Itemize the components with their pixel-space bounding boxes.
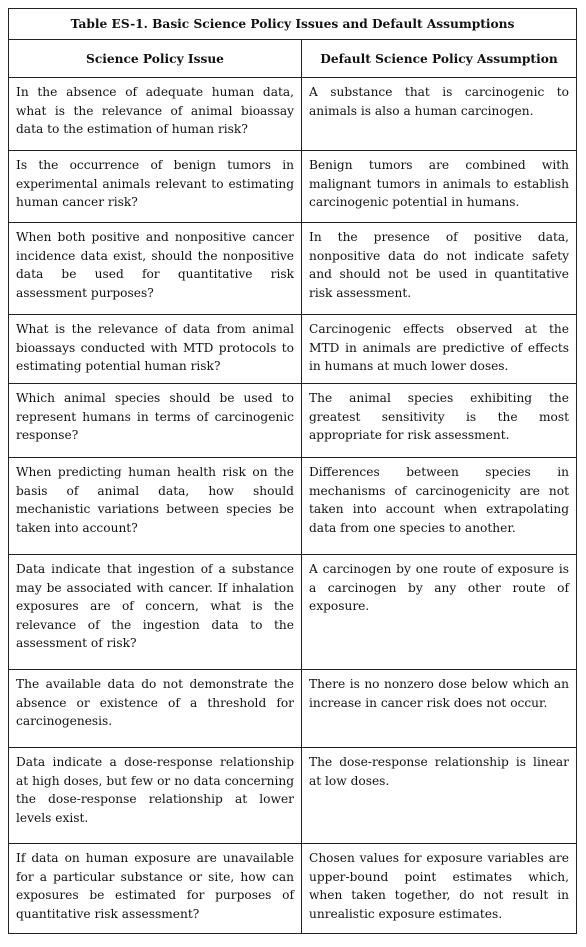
issue-cell: Data indicate that ingestion of a substance may be associated with cancer. If inhalation exposures are of concern, what is the relevance of the ingestion data to the assessment of risk?	[9, 555, 302, 670]
assumption-cell: Chosen values for exposure variables are upper-bound point estimates which, when taken together, do not result in unrealistic exposure estimates.	[302, 844, 577, 934]
table-row	[9, 78, 577, 151]
table-title-row	[9, 9, 577, 40]
column-header-issue: Science Policy Issue	[9, 40, 302, 78]
science-policy-table	[8, 8, 577, 934]
issue-cell: Data indicate a dose-response relationship at high doses, but few or no data concerning the dose-response relationship at lower levels exist.	[9, 748, 302, 844]
table-header-row	[9, 40, 577, 78]
table-row	[9, 670, 577, 748]
issue-cell: The available data do not demonstrate the absence or existence of a threshold for carcinogenesis.	[9, 670, 302, 748]
assumption-cell: A carcinogen by one route of exposure is a carcinogen by any other route of exposure.	[302, 555, 577, 670]
table-row	[9, 844, 577, 934]
issue-cell: In the absence of adequate human data, what is the relevance of animal bioassay data to the estimation of human risk?	[9, 78, 302, 151]
table-row	[9, 748, 577, 844]
column-header-assumption: Default Science Policy Assumption	[302, 40, 577, 78]
table-row	[9, 458, 577, 555]
issue-cell: What is the relevance of data from animal bioassays conducted with MTD protocols to estimating potential human risk?	[9, 315, 302, 384]
assumption-cell: The dose-response relationship is linear at low doses.	[302, 748, 577, 844]
table-row	[9, 151, 577, 223]
table-row	[9, 555, 577, 670]
assumption-cell: There is no nonzero dose below which an increase in cancer risk does not occur.	[302, 670, 577, 748]
document-page	[8, 8, 576, 934]
table-row	[9, 315, 577, 384]
assumption-cell: The animal species exhibiting the greatest sensitivity is the most appropriate for risk assessment.	[302, 384, 577, 458]
assumption-cell: In the presence of positive data, nonpositive data do not indicate safety and should not be used in quantitative risk assessment.	[302, 223, 577, 315]
assumption-cell: Differences between species in mechanisms of carcinogenicity are not taken into account when extrapolating data from one species to another.	[302, 458, 577, 555]
issue-cell: When predicting human health risk on the basis of animal data, how should mechanistic variations between species be taken into account?	[9, 458, 302, 555]
table-row	[9, 223, 577, 315]
table-row	[9, 384, 577, 458]
assumption-cell: A substance that is carcinogenic to animals is also a human carcinogen.	[302, 78, 577, 151]
table-title: Table ES-1. Basic Science Policy Issues and Default Assumptions	[9, 9, 577, 40]
assumption-cell: Benign tumors are combined with malignant tumors in animals to establish carcinogenic potential in humans.	[302, 151, 577, 223]
issue-cell: Is the occurrence of benign tumors in experimental animals relevant to estimating human cancer risk?	[9, 151, 302, 223]
assumption-cell: Carcinogenic effects observed at the MTD in animals are predictive of effects in humans at much lower doses.	[302, 315, 577, 384]
issue-cell: Which animal species should be used to represent humans in terms of carcinogenic response?	[9, 384, 302, 458]
issue-cell: When both positive and nonpositive cancer incidence data exist, should the nonpositive data be used for quantitative risk assessment purposes?	[9, 223, 302, 315]
issue-cell: If data on human exposure are unavailable for a particular substance or site, how can exposures be estimated for purposes of quantitative risk assessment?	[9, 844, 302, 934]
